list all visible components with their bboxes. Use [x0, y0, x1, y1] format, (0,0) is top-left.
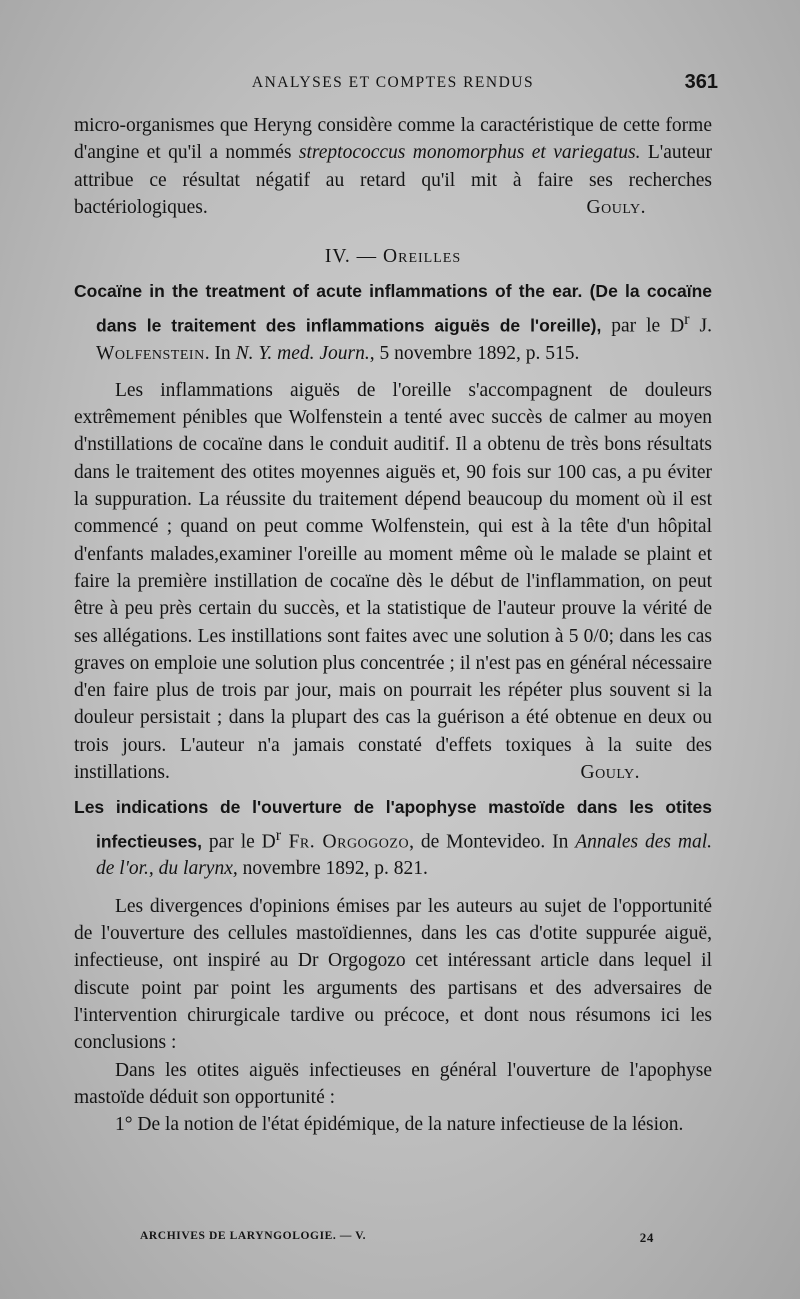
article2-journal: Annales des mal. de l'or., du larynx, [96, 831, 712, 880]
footer-sheet-number: 24 [639, 1230, 654, 1245]
article1-author-initial: J. [689, 315, 712, 337]
article2-date: novembre 1892, p. 821. [237, 858, 428, 880]
article2-paragraph-1: Les divergences d'opinions émises par les auteurs au sujet de l'opportunité de l'ouverture des cellules mastoïdiennes, dans les cas d'otite suppurée aiguë, infectieuse, ont inspiré au Dr Orgogozo cet intéressant article dans lequel il discute point par point les arguments des partisans et des adversaires de l'intervention chirurgicale tardive ou précoce, et dont nous résumons ici les conclusions : [74, 895, 712, 1054]
page-footer [140, 1230, 654, 1250]
article1-reference [74, 278, 712, 366]
continued-paragraph [74, 112, 712, 221]
footer-journal: ARCHIVES DE LARYNGOLOGIE. — V. [140, 1230, 367, 1242]
article2-by-sup: r [275, 825, 282, 844]
article1-in: . In [204, 342, 236, 364]
species-name: streptococcus monomorphus et variegatus. [298, 142, 641, 164]
article1-by: par le D [601, 315, 685, 337]
article2-author: Fr. Orgogozo [281, 831, 410, 853]
article2-reference [74, 794, 712, 882]
article1-by-sup: r [684, 309, 690, 328]
article2-paragraph-2: Dans les otites aiguës infectieuses en général l'ouverture de l'apophyse mastoïde déduit son opportunité : [74, 1059, 712, 1108]
page-number: 361 [684, 71, 718, 93]
article1-date: , 5 novembre 1892, p. 515. [369, 342, 580, 364]
article2-paragraph-3: 1° De la notion de l'état épidémique, de la nature infectieuse de la lésion. [114, 1114, 684, 1136]
running-head: ANALYSES ET COMPTES RENDUS [251, 74, 535, 91]
article2-by: par le D [202, 831, 276, 853]
article1-author: Wolfenstein [96, 342, 205, 364]
article1-body-text: Les inflammations aiguës de l'oreille s'accompagnent de douleurs extrêmement pénibles que Wolfenstein a tenté avec succès de calmer au moyen d'nstillations de cocaïne dans le conduit auditif. Il a obtenu de très bons résultats dans le traitement des otites moyennes aiguës et, 90 fois sur 100 cas, a pu éviter la suppuration. La réussite du traitement dépend beaucoup du moment où il est commencé ; quand on peut comme Wolfenstein, qui est à la tête d'un hôpital d'enfants malades,examiner l'oreille au moment même où le malade se plaint et faire la première instillation de cocaïne dès le début de l'inflammation, on peut être à peu près certain du succès, et la statistique de l'auteur prouve la vérité de ses allégations. Les instillations sont faites avec une solution à 5 0/0; dans les cas graves on emploie une solution plus concentrée ; il n'est pas en général nécessaire d'en faire plus de trois par jour, mais on pourrait les répéter plus souvent si la douleur persistait ; dans la plupart des cas la guérison a été obtenue en deux ou trois jours. L'auteur n'a jamais constaté d'effets toxiques à la suite des instillations. [74, 379, 712, 784]
signature-gouly-2: Gouly. [580, 762, 640, 784]
article1-journal: N. Y. med. Journ. [235, 342, 370, 364]
article2-place: , de Montevideo. In [409, 831, 576, 853]
article1-title: Cocaïne in the treatment of acute inflammations of the ear. (De la cocaïne dans le traitement des inflammations aiguës de l'oreille), [74, 281, 712, 336]
article2-title: Les indications de l'ouverture de l'apophyse mastoïde dans les otites infectieuses, [74, 797, 712, 852]
continued-text-after: L'auteur attribue ce résultat négatif au retard qu'il mit à faire ses recherches bactériologiques. [74, 142, 712, 218]
page-header [74, 71, 718, 98]
continued-text-before: micro-organismes que Heryng considère comme la caractéristique de cette forme d'angine et qu'il a nommés [74, 115, 712, 164]
article1-body [74, 377, 712, 786]
signature-gouly-1: Gouly. [586, 196, 646, 218]
section-title: IV. — Oreilles [324, 246, 462, 268]
page-body [74, 112, 712, 1138]
